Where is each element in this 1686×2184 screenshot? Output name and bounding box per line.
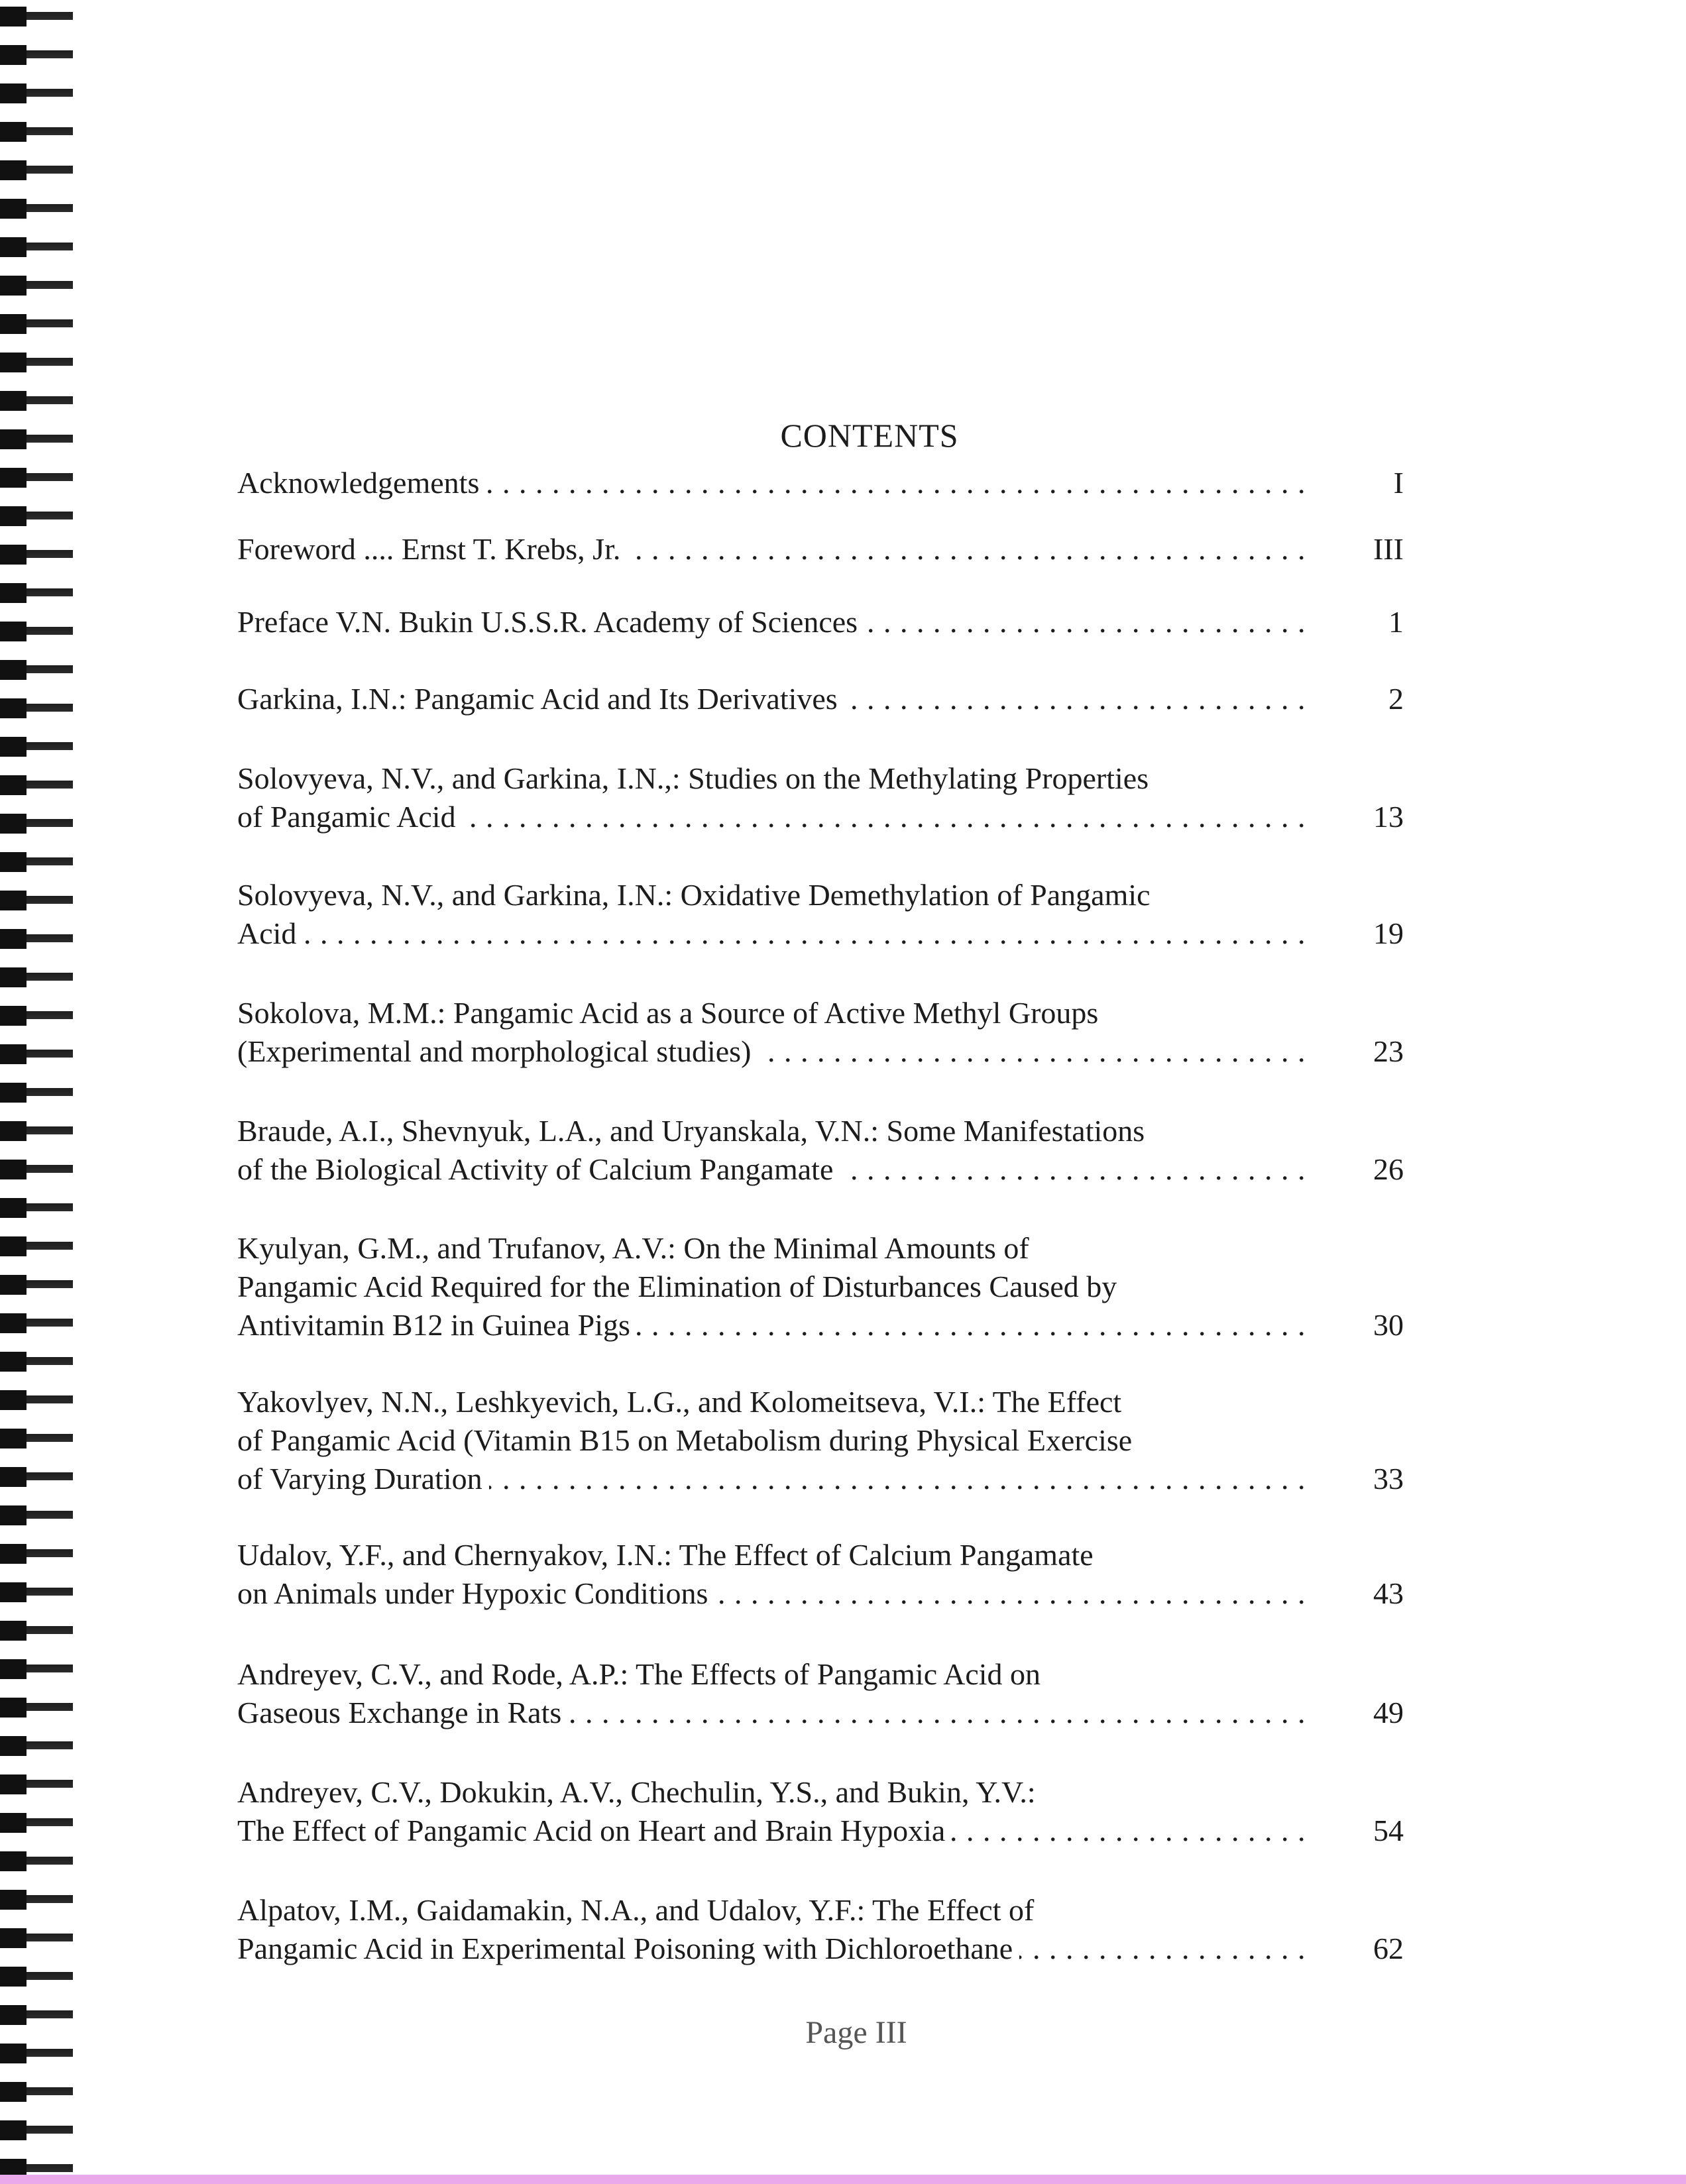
toc-entry-text [237, 1891, 1311, 1968]
toc-entry-text [237, 530, 1311, 569]
toc-entry-line-with-leader [237, 1306, 1311, 1344]
toc-entry-label: Udalov, Y.F., and Chernyakov, I.N.: The Effect of Calcium Pangamate [237, 1538, 1094, 1572]
toc-entry-label: Andreyev, C.V., and Rode, A.P.: The Effects of Pangamic Acid on [237, 1657, 1041, 1691]
toc-entry-line [237, 1383, 1311, 1421]
toc-entry-label: of Pangamic Acid [237, 800, 463, 834]
toc-entry-label: (Experimental and morphological studies) [237, 1034, 758, 1068]
toc-entry-line [237, 1112, 1311, 1150]
toc-page-number: 19 [1373, 916, 1404, 950]
toc-entry-label: Foreword .... Ernst T. Krebs, Jr. [237, 532, 627, 566]
page-edge [0, 2175, 1686, 2184]
page-footer: Page III [805, 2015, 907, 2050]
toc-entry-line-with-leader [237, 1460, 1311, 1498]
toc-entry-line [237, 1229, 1311, 1268]
toc-entry-label: Gaseous Exchange in Rats [237, 1696, 568, 1729]
toc-entry-label: of Pangamic Acid (Vitamin B15 on Metabolism during Physical Exercise [237, 1423, 1133, 1457]
toc-entry-line-with-leader [237, 603, 1311, 641]
toc-entry-text [237, 680, 1311, 718]
toc-entry-text [237, 1229, 1311, 1344]
toc-entry [237, 876, 1404, 953]
toc-entry-line-with-leader [237, 1032, 1311, 1071]
toc-entry-label: Yakovlyev, N.N., Leshkyevich, L.G., and Kolomeitseva, V.I.: The Effect [237, 1385, 1122, 1419]
toc-entry-text [237, 1655, 1311, 1732]
toc-entry [237, 1655, 1404, 1732]
toc-page-number: 13 [1373, 800, 1404, 834]
toc-entry-text [237, 1536, 1311, 1613]
toc-entry [237, 1773, 1404, 1850]
toc-entry-label: Sokolova, M.M.: Pangamic Acid as a Source of Active Methyl Groups [237, 996, 1099, 1030]
toc-entry-line [237, 1536, 1311, 1574]
toc-entry-line-with-leader [237, 914, 1311, 953]
toc-entry-label: Braude, A.I., Shevnyuk, L.A., and Uryanskala, V.N.: Some Manifestations [237, 1114, 1145, 1148]
toc-entry-text [237, 1773, 1311, 1850]
toc-entry-line-with-leader [237, 464, 1311, 502]
toc-entry-line [237, 876, 1311, 914]
toc-entry-text [237, 464, 1311, 502]
toc-entry-label: of Varying Duration [237, 1462, 489, 1496]
toc-entry-text [237, 994, 1311, 1071]
toc-entry-label: Andreyev, C.V., Dokukin, A.V., Chechulin, Y.S., and Bukin, Y.V.: [237, 1775, 1036, 1809]
toc-page-number: 49 [1373, 1696, 1404, 1729]
toc-entry-text [237, 759, 1311, 836]
toc-entry [237, 1112, 1404, 1189]
toc-entry-line-with-leader [237, 1812, 1311, 1850]
toc-entry-text [237, 876, 1311, 953]
toc-entry-label: of the Biological Activity of Calcium Pangamate [237, 1152, 840, 1186]
toc-entry-label: Preface V.N. Bukin U.S.S.R. Academy of Sciences [237, 605, 864, 639]
toc-entry-label: Solovyeva, N.V., and Garkina, I.N.,: Studies on the Methylating Properties [237, 761, 1149, 795]
toc-page-number: 62 [1373, 1932, 1404, 1965]
toc-entry-text [237, 603, 1311, 641]
toc-entry-line [237, 994, 1311, 1032]
spiral-binding [0, 0, 73, 2184]
toc-entry [237, 530, 1404, 569]
toc-entry-label: Acid [237, 916, 303, 950]
toc-entry-label: Pangamic Acid in Experimental Poisoning with Dichloroethane [237, 1932, 1019, 1965]
toc-page-number: 23 [1373, 1034, 1404, 1068]
toc-page-number: III [1373, 532, 1404, 566]
toc-page-number: I [1393, 466, 1404, 500]
toc-entry-line [237, 1891, 1311, 1930]
toc-entry-line [237, 1268, 1311, 1306]
toc-entry [237, 1229, 1404, 1344]
toc-entry [237, 1891, 1404, 1968]
toc-entry-label: Pangamic Acid Required for the Elimination of Disturbances Caused by [237, 1270, 1117, 1303]
toc-entry [237, 1536, 1404, 1613]
toc-entry [237, 1383, 1404, 1498]
toc-page-number: 33 [1373, 1462, 1404, 1496]
toc-entry-text [237, 1112, 1311, 1189]
toc-page-number: 2 [1388, 682, 1404, 716]
toc-entry-label: Garkina, I.N.: Pangamic Acid and Its Derivatives [237, 682, 844, 716]
toc-entry [237, 464, 1404, 502]
toc-entry [237, 759, 1404, 836]
toc-page-number: 43 [1373, 1576, 1404, 1610]
toc-entry-line [237, 1421, 1311, 1460]
toc-entry [237, 680, 1404, 718]
toc-entry-label: Alpatov, I.M., Gaidamakin, N.A., and Udalov, Y.F.: The Effect of [237, 1893, 1035, 1927]
toc-entry-line [237, 1655, 1311, 1694]
contents-title: CONTENTS [780, 417, 959, 454]
toc-entry [237, 994, 1404, 1071]
toc-entry-line [237, 1773, 1311, 1812]
toc-page-number: 30 [1373, 1308, 1404, 1342]
toc-entry-line-with-leader [237, 680, 1311, 718]
toc-entry-label: Kyulyan, G.M., and Trufanov, A.V.: On the Minimal Amounts of [237, 1231, 1029, 1265]
toc-page-number: 1 [1388, 605, 1404, 639]
toc-entry-line-with-leader [237, 798, 1311, 836]
toc-page-number: 26 [1373, 1152, 1404, 1186]
toc-entry-label: Acknowledgements [237, 466, 486, 500]
toc-entry-label: Antivitamin B12 in Guinea Pigs [237, 1308, 637, 1342]
toc-entry-label: on Animals under Hypoxic Conditions [237, 1576, 714, 1610]
toc-entry-text [237, 1383, 1311, 1498]
toc-entry-line [237, 759, 1311, 798]
toc-entry-line-with-leader [237, 1574, 1311, 1613]
toc-page-number: 54 [1373, 1814, 1404, 1847]
toc-entry-line-with-leader [237, 1930, 1311, 1968]
toc-entry-line-with-leader [237, 1694, 1311, 1732]
toc-entry-label: Solovyeva, N.V., and Garkina, I.N.: Oxidative Demethylation of Pangamic [237, 878, 1151, 912]
toc-entry-line-with-leader [237, 1150, 1311, 1189]
toc-entry [237, 603, 1404, 641]
toc-entry-line-with-leader [237, 530, 1311, 569]
toc-entry-label: The Effect of Pangamic Acid on Heart and Brain Hypoxia [237, 1814, 952, 1847]
